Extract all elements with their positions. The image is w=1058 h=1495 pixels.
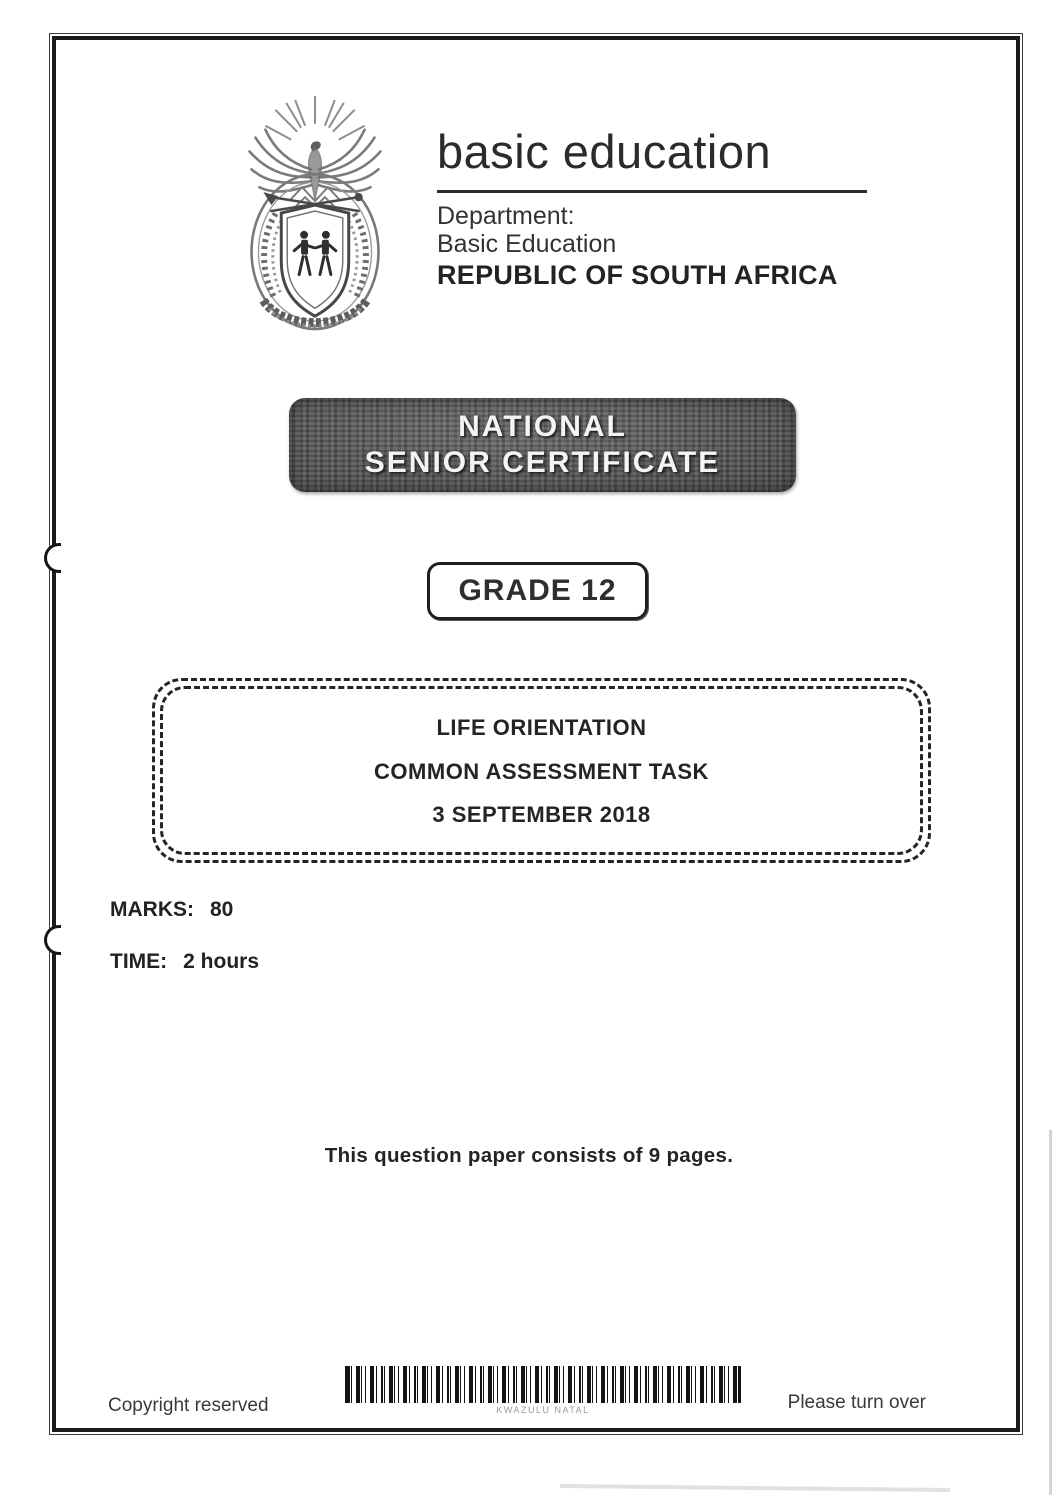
grade-badge xyxy=(427,562,648,620)
department-name: Basic Education xyxy=(437,229,617,258)
time-label: TIME: xyxy=(110,950,168,973)
scan-edge-shadow xyxy=(1049,1130,1052,1495)
nsc-banner xyxy=(289,398,796,492)
grade-label: GRADE 12 xyxy=(458,574,617,607)
turn-over-note: Please turn over xyxy=(787,1392,926,1413)
scan-streak-artifact xyxy=(560,1484,950,1492)
copyright-note: Copyright reserved xyxy=(108,1395,269,1416)
nsc-banner-line-1: NATIONAL xyxy=(458,409,627,443)
barcode-caption: KWAZULU NATAL xyxy=(496,1405,590,1415)
barcode-icon xyxy=(345,1366,741,1403)
brand-divider xyxy=(437,190,867,193)
nsc-banner-line-2: SENIOR CERTIFICATE xyxy=(364,446,721,479)
exam-info-box-inner xyxy=(160,686,923,855)
time-value: 2 hours xyxy=(183,950,260,973)
scan-notch-artifact xyxy=(44,925,61,955)
page-count-note: This question paper consists of 9 pages. xyxy=(324,1144,734,1167)
scan-notch-artifact xyxy=(44,543,61,573)
time-row xyxy=(110,950,259,974)
department-label: Department: xyxy=(437,201,575,230)
barcode-block xyxy=(345,1366,741,1415)
exam-task-title: COMMON ASSESSMENT TASK xyxy=(374,758,709,784)
country-name: REPUBLIC OF SOUTH AFRICA xyxy=(437,260,838,291)
marks-row xyxy=(110,898,233,922)
marks-value: 80 xyxy=(210,898,234,921)
exam-info-box xyxy=(152,678,931,863)
department-logotype xyxy=(437,126,907,291)
brand-wordmark: basic education xyxy=(437,125,772,178)
exam-subject: LIFE ORIENTATION xyxy=(436,715,647,740)
marks-label: MARKS: xyxy=(110,898,194,921)
coat-of-arms-icon xyxy=(224,90,406,338)
exam-date: 3 SEPTEMBER 2018 xyxy=(432,802,651,827)
